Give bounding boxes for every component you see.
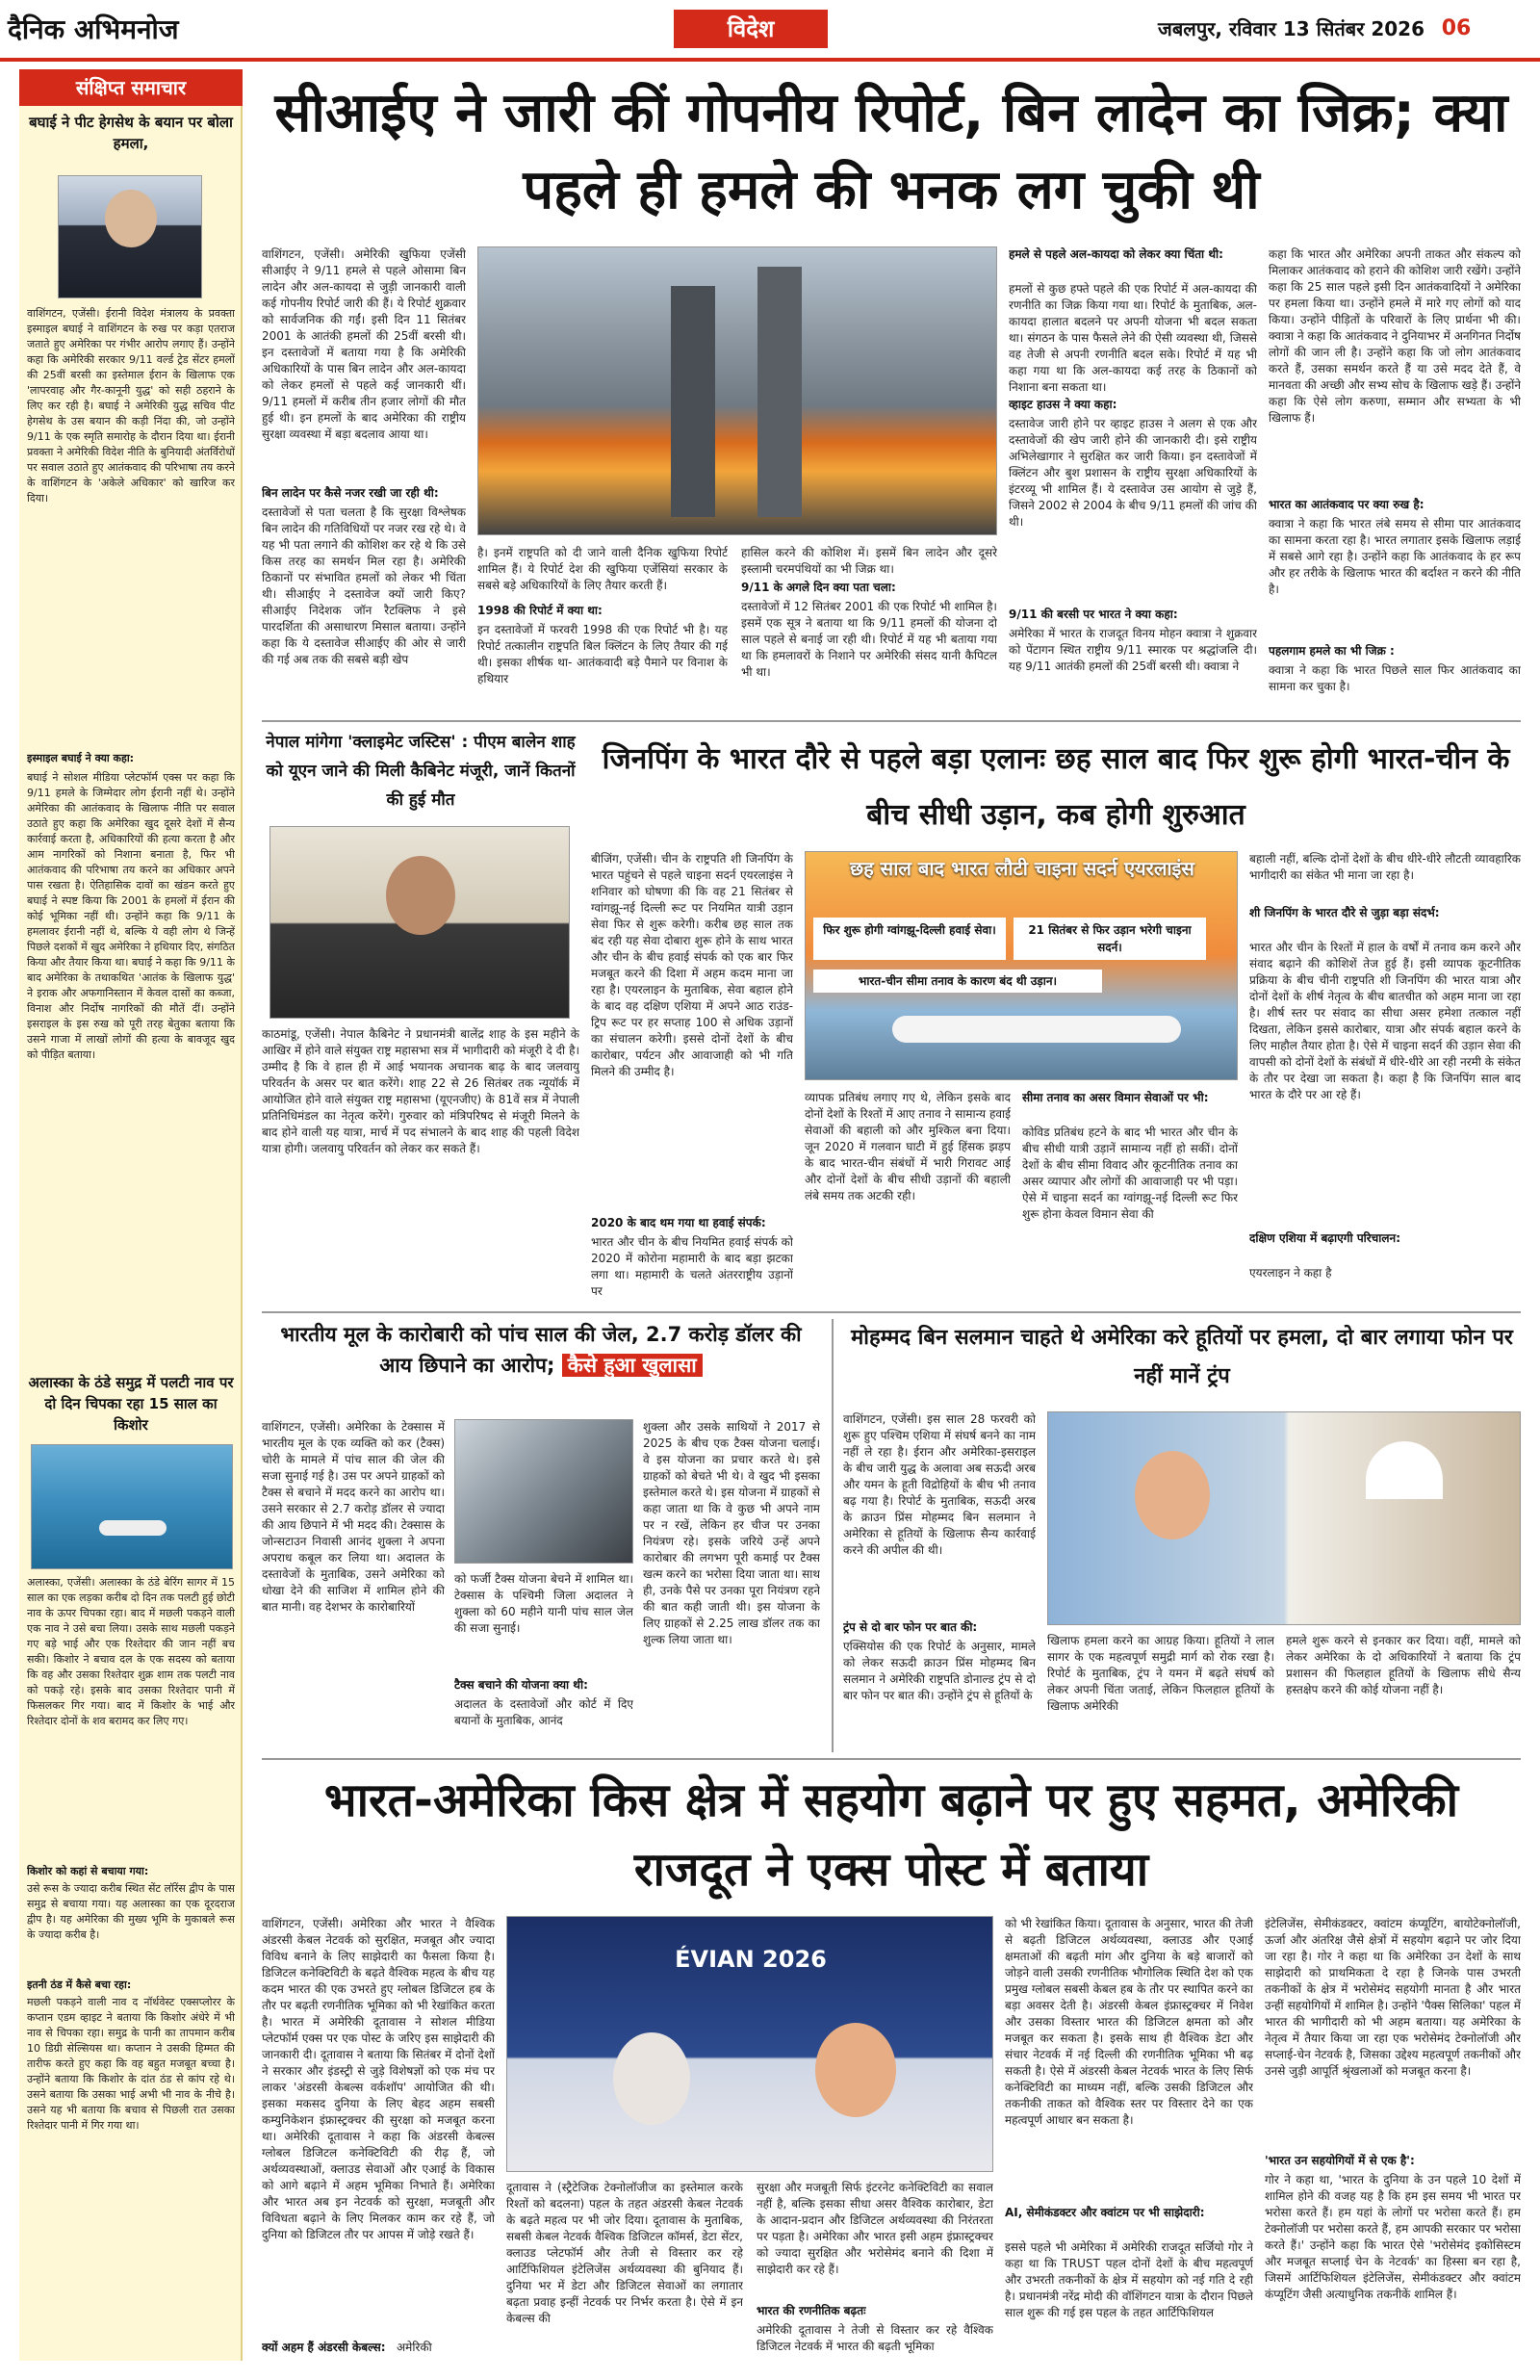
sidebar-story1-body: वाशिंगटन, एजेंसी। ईरानी विदेश मंत्रालय के प्रवक्ता इस्माइल बघाई ने वाशिंगटन के रुख पर कड़ा एतराज जताते हुए अमेरिका पर गंभीर आरोप लगाए हैं। उन्होंने कहा कि अमेरिकी सरकार 9/11 वर्ल्ड ट्रेड सेंटर हमलों की 25वीं बरसी का इस्तेमाल ईरान के खिलाफ एक 'लापरवाह और गैर-कानूनी युद्ध' को सही ठहराने के लिए कर रही है। बघाई ने अमेरिकी युद्ध सचिव पीट हेगसेथ के उस बयान की कड़ी निंदा की, जो उन्होंने 9/11 के एक स्मृति समारोह के दौरान दिया था। ईरानी प्रवक्ता ने अमेरिकी विदेश नीति के बुनियादी अंतर्विरोधों पर सवाल उठाते हुए आतंकवाद की परिभाषा तय करने के वाशिंगटन के 'अकेले अधिकार' को खारिज कर दिया। <box>27 307 235 504</box>
sidebar-story2-body2: उसे रूस के ज्यादा करीब स्थित सेंट लॉरेंस द्वीप के पास समुद्र से बचाया गया। यह अलास्का का एक दूरदराज द्वीप है। यह अमेरिका की मुख्य भूमि के मुकाबले रूस के ज्यादा करीब है। <box>27 1882 235 1941</box>
india-us-col5-subhead: 'भारत उन सहयोगियों में से एक है': <box>1265 2154 1415 2167</box>
china-col4-subhead: शी जिनपिंग के भारत दौरे से जुड़ा बड़ा संदर्भ: <box>1249 906 1440 919</box>
india-us-col4: को भी रेखांकित किया। दूतावास के अनुसार, भारत की तेजी से बढ़ती डिजिटल अर्थव्यवस्था, क्लाउड और एआई क्षमताओं की बढ़ती मांग और दुनिया के बड़े बाजारों को जोड़ने वाली उसकी रणनीतिक भौगोलिक स्थिति देश को एक प्रमुख ग्लोबल सबसी केबल हब के तौर पर स्थापित करने का बड़ा अवसर देती है। अंडरसी केबल इंफ्रास्ट्रक्चर में निवेश और उसका विस्तार भारत की डिजिटल क्षमता को और मजबूत कर सकता है। इसके साथ ही वैश्विक डेटा और संचार नेटवर्क में नई दिल्ली की रणनीतिक भूमिका भी बढ़ सकती है। ऐसे में अंडरसी केबल नेटवर्क भारत के लिए सिर्फ कनेक्टिविटी का माध्यम नहीं, बल्कि उसकी डिजिटल और तकनीकी ताकत को वैश्विक स्तर पर विस्तार देने का एक महत्वपूर्ण आधार बन सकता है। <box>1005 1917 1253 2127</box>
lead-col4-subhead3: 9/11 की बरसी पर भारत ने क्या कहा: <box>1009 608 1178 621</box>
lead-col4: हमलों से कुछ हफ्ते पहले की एक रिपोर्ट में अल-कायदा की रणनीति का जिक्र किया गया था। रिपोर्ट के मुताबिक, अल-कायदा हालात बदलने पर अपनी योजना भी बदल सकता था। संगठन के पास फैसले लेने की ऐसी व्यवस्था थी, जिससे वह तेजी से अपनी रणनीति बदल सके। रिपोर्ट में यह भी कहा गया था कि अल-कायदा कई तरह के ठिकानों को निशाना बना सकता था। <box>1009 282 1257 394</box>
india-us-col1b: अमेरिकी <box>397 2341 432 2354</box>
china-col3: कोविड प्रतिबंध हटने के बाद भी भारत और चीन के बीच सीधी यात्री उड़ानें सामान्य नहीं हो सकीं। दोनों देशों के बीच सीमा विवाद और कूटनीतिक तनाव का असर व्यापार और लोगों की आवाजाही पर भी पड़ा। ऐसे में चाइना सदर्न का ग्वांगझू-नई दिल्ली रूट फिर शुरू होना केवल विमान सेवा की <box>1022 1125 1238 1221</box>
lead-col3-subhead: 9/11 के अगले दिन क्या पता चला: <box>741 581 896 594</box>
india-us-col1-subhead: क्यों अहम हैं अंडरसी केबल्स: <box>262 2341 386 2354</box>
saudi-headline: मोहम्मद बिन सलमान चाहते थे अमेरिका करे हूतियों पर हमला, दो बार लगाया फोन पर नहीं मानें ट्रंप <box>851 1326 1513 1388</box>
banner-title: छह साल बाद भारत लौटी चाइना सदर्न एयरलाइंस <box>850 857 1194 880</box>
lead-col2-subhead: 1998 की रिपोर्ट में क्या था: <box>477 604 603 617</box>
photo-wtc-attack <box>477 246 997 535</box>
lead-col2b: इन दस्तावेजों में फरवरी 1998 की एक रिपोर्ट भी है। यह रिपोर्ट तत्कालीन राष्ट्रपति बिल क्लिंटन के लिए तैयार की गई थी। इसका शीर्षक था- आतंकवादी बड़े पैमाने पर विनाश के हथियार <box>477 623 728 686</box>
sidebar-story2-headline: अलास्का के ठंडे समुद्र में पलटी नाव पर दो दिन चिपका रहा 15 साल का किशोर <box>28 1374 234 1434</box>
china-headline: जिनपिंग के भारत दौरे से पहले बड़ा एलानः छह साल बाद फिर शुरू होगी भारत-चीन के बीच सीधी उड़ान, कब होगी शुरुआत <box>602 742 1510 832</box>
photo-trump-mbs <box>1047 1411 1521 1625</box>
india-us-col3: सुरक्षा और मजबूती सिर्फ इंटरनेट कनेक्टिविटी का सवाल नहीं है, बल्कि इसका सीधा असर वैश्विक कारोबार, डेटा के आदान-प्रदान और डिजिटल अर्थव्यवस्था की निरंतरता पर पड़ता है। अमेरिका और भारत इसी अहम इंफ्रास्ट्रक्चर को ज्यादा सुरक्षित और भरोसेमंद बनाने की दिशा में साझेदारी कर रहे हैं। <box>757 2181 993 2276</box>
lead-col5-subhead: भारत का आतंकवाद पर क्या रुख है: <box>1269 498 1424 511</box>
lead-col3a: हासिल करने की कोशिश में। इसमें बिन लादेन और दूसरे इस्लामी चरमपंथियों का भी जिक्र था। <box>741 546 997 576</box>
china-col4-subhead2: दक्षिण एशिया में बढ़ाएगी परिचालन: <box>1249 1231 1400 1245</box>
face-shape <box>105 190 157 247</box>
newspaper-logo: दैनिक अभिमनोज <box>8 13 179 45</box>
sidebar-story1-subhead: इस्माइल बघाई ने क्या कहा: <box>27 752 135 764</box>
photo-capsized-boat <box>31 1444 233 1569</box>
photo-balen-shah <box>270 826 570 1019</box>
face-left <box>1135 1451 1210 1539</box>
china-col1-subhead: 2020 के बाद थम गया था हवाई संपर्क: <box>591 1216 766 1229</box>
india-us-col1: वाशिंगटन, एजेंसी। अमेरिका और भारत ने वैश्विक अंडरसी केबल नेटवर्क को सुरक्षित, मजबूत और ज्यादा विविध बनाने के लिए साझेदारी का फैसला किया है। डिजिटल कनेक्टिविटी के बढ़ते वैश्विक महत्व के बीच यह कदम भारत की एक उभरते हुए ग्लोबल डिजिटल हब के तौर पर बढ़ती रणनीतिक भूमिका को भी रेखांकित करता है। भारत में अमेरिकी दूतावास ने सोशल मीडिया प्लेटफॉर्म एक्स पर एक पोस्ट के जरिए इस साझेदारी की जानकारी दी। दूतावास ने बताया कि सितंबर में दोनों देशों ने सरकार और इंडस्ट्री से जुड़े विशेषज्ञों को एक मंच पर लाकर 'अंडरसी केबल्स वर्कशॉप' आयोजित की थी। इसका मकसद दुनिया के लिए बेहद अहम सबसी कम्युनिकेशन इंफ्रास्ट्रक्चर की सुरक्षा को मजबूत करना था। अमेरिकी दूतावास ने कहा कि अंडरसी केबल्स ग्लोबल डिजिटल कनेक्टिविटी की रीढ़ हैं, जो अर्थव्यवस्थाओं, क्लाउड सेवाओं और एआई के विकास को आगे बढ़ाने में अहम भूमिका निभाते हैं। अमेरिका और भारत अब इन नेटवर्क को सुरक्षा, मजबूती और विविधता बढ़ाने के लिए मिलकर काम कर रहे हैं, जो दुनिया को डिजिटल तौर पर आपस में जोड़े रखते हैं। <box>262 1917 495 2241</box>
section-label: विदेश <box>674 10 828 48</box>
photo-caption-evian: ÉVIAN 2026 <box>675 1946 827 1973</box>
tax-col3: शुक्ला और उसके साथियों ने 2017 से 2025 के बीच एक टैक्स योजना चलाई। वे इस योजना का प्रचार करते थे। इसे ग्राहकों को बेचते भी थे। वे खुद भी इसका इस्तेमाल करते थे। इस योजना में ग्राहकों से कहा जाता था कि वे कुछ भी अपने नाम पर न रखें, लेकिन हर चीज पर उनका नियंत्रण रहे। इसके जरिये उन्हें अपने कारोबार की लगभग पूरी कमाई पर टैक्स खत्म करने का भरोसा दिया जाता था। साथ ही, उनके पैसे पर उनका पूरा नियंत्रण रहने की बात कही जाती थी। इस योजना के लिए ग्राहकों से 2.25 लाख डॉलर तक का शुल्क लिया जाता था। <box>643 1420 820 1646</box>
photo-modi-trump-g7 <box>506 1916 993 2172</box>
china-col4: बहाली नहीं, बल्कि दोनों देशों के बीच धीरे-धीरे लौटती व्यावहारिक भागीदारी का संकेत भी माना जा रहा है। <box>1249 852 1521 882</box>
china-col4b: भारत और चीन के रिश्तों में हाल के वर्षों में तनाव कम करने और संवाद बढ़ाने की कोशिशें तेज हुई हैं। इसी व्यापक कूटनीतिक प्रक्रिया के बीच चीनी राष्ट्रपति शी जिनपिंग की भारत यात्रा और दोनों देशों के शीर्ष नेतृत्व के बीच बातचीत को अहम माना जा रहा है। शीर्ष स्तर पर संवाद का सीधा असर हमेशा तत्काल नहीं दिखता, लेकिन इससे कारोबार, यात्रा और संपर्क बहाल करने के लिए माहौल तैयार होता है। ऐसे में चाइना सदर्न की उड़ान सेवा की वापसी को दोनों देशों के संबंधों में धीरे-धीरे आ रही नरमी के संकेत के तौर पर देखा जा सकता है। कहा है कि जिनपिंग साल बाद भारत के दौरे पर आ रहे हैं। <box>1249 941 1521 1101</box>
china-col4c: एयरलाइन ने कहा है <box>1249 1266 1332 1280</box>
india-us-col3-subhead: भारत की रणनीतिक बढ़तः <box>757 2304 866 2317</box>
divider <box>262 1758 1521 1760</box>
china-col2: व्यापक प्रतिबंध लगाए गए थे, लेकिन इसके बाद दोनों देशों के रिश्तों में आए तनाव ने सामान्य हवाई सेवाओं की बहाली को और मुश्किल बना दिया। जून 2020 में गलवान घाटी में हुई हिंसक झड़प के बाद भारत-चीन संबंधों में भारी गिरावट आई और दोनों देशों के बीच सीधी उड़ानों की बहाली लंबे समय तक अटकी रही। <box>805 1091 1011 1203</box>
page-number: 06 <box>1441 16 1472 40</box>
saudi-col3: हमले शुरू करने से इनकार कर दिया। वहीं, मामले को लेकर अमेरिका के दो अधिकारियों ने बताया कि ट्रंप प्रशासन की फिलहाल हूतियों के खिलाफ सीधे सैन्य हस्तक्षेप करने की कोई योजना नहीं है। <box>1286 1634 1521 1696</box>
india-us-headline: भारत-अमेरिका किस क्षेत्र में सहयोग बढ़ाने पर हुए सहमत, अमेरिकी राजदूत ने एक्स पोस्ट में बताया <box>323 1773 1459 1897</box>
photo-handcuffs-cash <box>454 1419 633 1564</box>
tax-col2-subhead: टैक्स बचाने की योजना क्या थी: <box>454 1678 588 1692</box>
saudi-col2: खिलाफ हमला करने का आग्रह किया। हूतियों ने लाल सागर के एक महत्वपूर्ण समुद्री मार्ग को रोक रखा है। रिपोर्ट के मुताबिक, ट्रंप ने यमन में बढ़ते संघर्ष को लेकर अपनी चिंता जताई, लेकिन फिलहाल हूतियों के खिलाफ अमेरिकी <box>1047 1634 1274 1713</box>
sidebar-story1-headline: बघाई ने पीट हेगसेथ के बयान पर बोला हमला, <box>29 114 233 152</box>
plane-shape <box>892 1016 1181 1043</box>
tower-right <box>757 267 802 517</box>
india-us-col4-subhead: AI, सेमीकंडक्टर और क्वांटम पर भी साझेदारी: <box>1005 2206 1205 2219</box>
lead-col4c: अमेरिका में भारत के राजदूत विनय मोहन क्वात्रा ने शुक्रवार को पेंटागन स्थित राष्ट्रीय 9/11 स्मारक पर श्रद्धांजलि दी। यह 9/11 आतंकी हमलों की 25वीं बरसी थी। क्वात्रा ने <box>1009 627 1257 673</box>
nepal-body: काठमांडू, एजेंसी। नेपाल कैबिनेट ने प्रधानमंत्री बालेंद्र शाह के इस महीने के आखिर में होने वाले संयुक्त राष्ट्र महासभा सत्र में भागीदारी को मंजूरी दे दी है। उम्मीद है कि वे हाल ही में आई भयानक अचानक बाढ़ के बाद जलवायु परिवर्तन के असर पर बात करेंगे। शाह 22 से 26 सितंबर तक न्यूयॉर्क में आयोजित होने वाले संयुक्त राष्ट्र महासभा (यूएनजीए) के 81वें सत्र में नेपाली प्रतिनिधिमंडल का नेतृत्व करेंगे। गुरुवार को मंत्रिपरिषद से मंजूरी मिलने के बाद होने वाली यह यात्रा, मार्च में पद संभालने के बाद शाह की पहली विदेश यात्रा होगी। जलवायु परिवर्तन को लेकर कर सकते हैं। <box>262 1027 579 1155</box>
lead-col5c: क्वात्रा ने कहा कि भारत पिछले साल फिर आतंकवाद का सामना कर चुका है। <box>1269 663 1521 693</box>
lead-col1: वाशिंगटन, एजेंसी। अमेरिकी खुफिया एजेंसी सीआईए ने 9/11 हमले से पहले ओसामा बिन लादेन और अल-कायदा से जुड़ी जानकारी वाली कई गोपनीय रिपोर्ट जारी की हैं। ये रिपोर्ट शुक्रवार को सार्वजनिक की गईं। इसी दिन 11 सितंबर 2001 के आतंकी हमलों की 25वीं बरसी थी। इन दस्तावेजों में बताया गया है कि अमेरिकी अधिकारियों के पास बिन लादेन और अल-कायदा को लेकर हमलों से पहले कई जानकारी थीं। 9/11 हमलों में करीब तीन हजार लोगों की मौत हुई थी। इन हमलों के बाद अमेरिका की राष्ट्रीय सुरक्षा व्यवस्था में बड़ा बदलाव आया था। <box>262 247 466 441</box>
divider <box>262 1311 1521 1313</box>
sidebar-header: संक्षिप्त समाचार <box>19 69 243 106</box>
sidebar-story2-subhead: किशोर को कहां से बचाया गया: <box>27 1865 149 1877</box>
india-us-col5: इंटेलिजेंस, सेमीकंडक्टर, क्वांटम कंप्यूटिंग, बायोटेक्नोलॉजी, ऊर्जा और अंतरिक्ष जैसे क्षेत्रों में सहयोग बढ़ाने पर जोर दिया जा रहा है। गोर ने कहा था कि अमेरिका उन देशों के साथ साझेदारी को प्राथमिकता दे रहा है जिनके पास उभरती तकनीकों के क्षेत्र में भरोसेमंद सहयोगी मानता है और भारत उन्हीं सहयोगियों में शामिल है। उन्होंने 'पैक्स सिलिका' पहल में भारत की भागीदारी को भी अहम बताया। यह अमेरिका के नेतृत्व में तैयार किया जा रहा एक भरोसेमंद टेक्नोलॉजी और सप्लाई-चेन नेटवर्क है, जिसका उद्देश्य महत्वपूर्ण तकनीकों और उनसे जुड़ी आपूर्ति श्रृंखलाओं को मजबूत करना है। <box>1265 1917 1521 2078</box>
banner-foot: भारत-चीन सीमा तनाव के कारण बंद थी उड़ान। <box>813 970 1102 993</box>
face-right <box>815 2023 896 2117</box>
lead-col2a: है। इनमें राष्ट्रपति को दी जाने वाली दैनिक खुफिया रिपोर्ट शामिल हैं। ये रिपोर्ट देश की खुफिया एजेंसियां सरकार के सबसे बड़े अधिकारियों के लिए तैयार करती हैं। <box>477 546 728 592</box>
lead-col1-subhead: बिन लादेन पर कैसे नजर रखी जा रही थी: <box>262 486 439 500</box>
saudi-col1b: एक्सियोस की एक रिपोर्ट के अनुसार, मामले को लेकर सऊदी क्राउन प्रिंस मोहम्मद बिन सलमान ने अमेरिकी राष्ट्रपति डोनाल्ड ट्रंप से दो बार फोन पर बात की। उन्होंने ट्रंप से हूतियों के <box>843 1640 1036 1702</box>
lead-col5b: क्वात्रा ने कहा कि भारत लंबे समय से सीमा पार आतंकवाद का सामना करता रहा है। भारत लगातार इसके खिलाफ लड़ाई में सबसे आगे रहा है। उन्होंने कहा कि आतंकवाद के हर रूप और हर तरीके के खिलाफ भारत की बर्दाश्त न करने की नीति है। <box>1269 517 1521 596</box>
tax-col2b: अदालत के दस्तावेजों और कोर्ट में दिए बयानों के मुताबिक, आनंद <box>454 1697 633 1727</box>
tax-headline-text: भारतीय मूल के कारोबारी को पांच साल की जेल, 2.7 करोड़ डॉलर की आय छिपाने का आरोप; <box>280 1323 802 1377</box>
india-us-col4b: इससे पहले भी अमेरिका में अमेरिकी राजदूत सर्जियो गोर ने कहा था कि TRUST पहल दोनों देशों के बीच महत्वपूर्ण और उभरती तकनीकों के क्षेत्र में सहयोग को नई गति दे रही है। प्रधानमंत्री नरेंद्र मोदी की वॉशिंगटन यात्रा के दौरान पिछले साल शुरू की गई इस पहल के तहत आर्टिफिशियल <box>1005 2240 1253 2319</box>
face-shape <box>386 856 455 935</box>
dateline: जबलपुर, रविवार 13 सितंबर 2026 <box>1158 17 1424 40</box>
india-us-col2: दूतावास ने (स्ट्रैटेजिक टेक्नोलॉजीज का इस्तेमाल करके रिश्तों को बदलना) पहल के तहत अंडरसी केबल नेटवर्क के बढ़ते महत्व पर भी जोर दिया। दूतावास के मुताबिक, सबसी केबल नेटवर्क वैश्विक डिजिटल कॉमर्स, डेटा सेंटर, क्लाउड प्लेटफॉर्म और तेजी से विस्तार कर रहे आर्टिफिशियल इंटेलिजेंस अर्थव्यवस्था की बुनियाद हैं। दुनिया भर में डेटा और डिजिटल सेवाओं का लगातार बढ़ता प्रवाह इन्हीं नेटवर्क पर निर्भर करता है। ऐसे में इन केबल्स की <box>506 2181 743 2325</box>
lead-col5: कहा कि भारत और अमेरिका अपनी ताकत और संकल्प को मिलाकर आतंकवाद को हराने की कोशिश जारी रखेंगे। उन्होंने कहा कि 25 साल पहले इसी दिन आतंकवादियों ने अमेरिका पर हमला किया था। उन्होंने हमले में मारे गए लोगों को याद किया। उन्होंने पीड़ितों के परिवारों के लिए प्रार्थना भी की। क्वात्रा ने कहा कि आतंकवाद ने दुनियाभर में अनगिनत निर्दोष लोगों की जान ली है। उन्होंने कहा कि जो लोग आतंकवाद करते हैं, उसका समर्थन करते हैं या उसे मदद देते हैं, वे मानवता की अच्छी और सभ्य सोच के खिलाफ खड़े हैं। उन्होंने कहा कि ऐसे लोग करुणा, सम्मान और सभ्यता के भी खिलाफ हैं। <box>1269 247 1521 425</box>
headdress-shape <box>1366 1441 1443 1499</box>
divider <box>262 720 1521 722</box>
tax-headline-highlight: कैसे हुआ खुलासा <box>562 1354 703 1377</box>
sidebar-story1-body2: बघाई ने सोशल मीडिया प्लेटफॉर्म एक्स पर कहा कि 9/11 हमले के जिम्मेदार लोग ईरानी नहीं थे। उन्होंने अमेरिका की आतंकवाद के खिलाफ नीति पर सवाल उठाते हुए कहा कि अमेरिका खुद दूसरे देशों में सैन्य कार्रवाई करता है, अधिकारियों की हत्या करता है और आम नागरिकों को निशाना बनाता है, फिर भी आतंकवाद की परिभाषा तय करने का अधिकार अपने पास रखता है। ऐतिहासिक दावों का खंडन करते हुए बघाई ने स्पष्ट किया कि 2001 के हमलों में ईरान की कोई भूमिका नहीं थी। उन्होंने कहा कि 9/11 के हमलावर ईरानी नहीं थे, बल्कि ये वही लोग थे जिन्हें पिछले दशकों में खुद अमेरिका ने हथियार दिए, संगठित किया और तैयार किया था। बघाई ने कहा कि 9/11 के बाद अमेरिका के तथाकथित 'आतंक के खिलाफ युद्ध' ने इराक और अफगानिस्तान में केवल दासों का कब्जा, विनाश और निर्दोष नागरिकों की मौतें दीं। उन्होंने इसराइल के इस रुख को पूरी तरह बेतुका बताया कि उसने गाजा में लाखों लोगों की हत्या के बावजूद खुद को पीड़ित बताया। <box>27 771 235 1061</box>
nepal-headline: नेपाल मांगेगा 'क्लाइमेट जस्टिस' : पीएम बालेन शाह को यूएन जाने की मिली कैबिनेट मंजूरी, जानें कितनों की हुई मौत <box>266 733 576 810</box>
banner-date: 21 सितंबर से फिर उड़ान भरेगी चाइना सदर्न। <box>1014 918 1206 960</box>
china-col1b: भारत और चीन के बीच नियमित हवाई संपर्क को 2020 में कोरोना महामारी के बाद बड़ा झटका लगा था। महामारी के चलते अंतरराष्ट्रीय उड़ानों पर <box>591 1235 793 1298</box>
lead-col5-subhead2: पहलगाम हमले का भी जिक्र : <box>1269 644 1395 658</box>
vertical-divider <box>832 1319 834 1752</box>
china-col1: बीजिंग, एजेंसी। चीन के राष्ट्रपति शी जिनपिंग के भारत पहुंचने से पहले चाइना सदर्न एयरलाइंस ने शनिवार को घोषणा की कि वह 21 सितंबर से ग्वांगझू-नई दिल्ली रूट पर नियमित यात्री उड़ान सेवा फिर से शुरू करेगी। करीब छह साल तक बंद रही यह सेवा दोबारा शुरू होने के साथ भारत और चीन के बीच हवाई संपर्क को एक बार फिर मजबूत करने की दिशा में अहम कदम माना जा रहा है। एयरलाइन के मुताबिक, सेवा बहाल होने के बाद वह दक्षिण एशिया में अपने आठ राउंड-ट्रिप रूट पर हर सप्ताह 100 से अधिक उड़ानों का संचालन करेगी। इससे दोनों देशों के बीच कारोबार, पर्यटन और आवाजाही को भी गति मिलने की उम्मीद है। <box>591 852 793 1078</box>
saudi-col1-subhead: ट्रंप से दो बार फोन पर बात की: <box>843 1620 978 1634</box>
lead-headline: सीआईए ने जारी कीं गोपनीय रिपोर्ट, बिन लादेन का जिक्र; क्या पहले ही हमले की भनक लग चुकी थी <box>274 82 1508 221</box>
lead-col4b: दस्तावेज जारी होने पर व्हाइट हाउस ने अलग से एक और दस्तावेजों की खेप जारी होने की जानकारी दी। इसे राष्ट्रीय अभिलेखागार ने सुरक्षित कर जारी किया। इन दस्तावेजों में क्लिंटन और बुश प्रशासन के राष्ट्रीय सुरक्षा अधिकारियों के इंटरव्यू भी शामिल हैं। ये दस्तावेज उस आयोग से जुड़े हैं, जिसने 2002 से 2004 के बीच 9/11 हमलों की जांच की थी। <box>1009 417 1257 529</box>
lead-col4-subhead2: व्हाइट हाउस ने क्या कहा: <box>1009 398 1117 411</box>
tax-col1: वाशिंगटन, एजेंसी। अमेरिका के टेक्सास में भारतीय मूल के एक व्यक्ति को कर (टैक्स) चोरी के मामले में पांच साल की जेल की सजा सुनाई गई है। उस पर अपने ग्राहकों को टैक्स से बचाने में मदद करने का आरोप था। उसने सरकार से 2.7 करोड़ डॉलर से ज्यादा की आय छिपाने में भी मदद की। टेक्सास के जोन्सटाउन निवासी आनंद शुक्ला ने अपना अपराध कबूल कर लिया था। अदालत के दस्तावेजों के मुताबिक, उसने अमेरिका को धोखा देने की साजिश में शामिल होने की बात मानी। वह देशभर के कारोबारियों <box>262 1420 445 1614</box>
tower-left <box>671 286 715 517</box>
lead-col1b: दस्तावेजों से पता चलता है कि सुरक्षा विश्लेषक बिन लादेन की गतिविधियों पर नजर रख रहे थे। वे यह भी पता लगाने की कोशिश कर रहे थे कि उसे किस तरह का समर्थन मिल रहा है। अमेरिकी ठिकानों पर संभावित हमलों को लेकर भी चिंता थी। सीआईए ने दस्तावेज क्यों जारी किए? सीआईए निदेशक जॉन रैटक्लिफ ने इसे पारदर्शिता की असाधारण मिसाल बताया। उन्होंने कहा कि ये दस्तावेज सीआईए की ओर से जारी की गई अब तक की सबसे बड़ी खेप <box>262 505 466 666</box>
lead-col4-subhead: हमले से पहले अल-कायदा को लेकर क्या चिंता थी: <box>1009 247 1223 261</box>
india-us-col3b: अमेरिकी दूतावास ने तेजी से विस्तार कर रहे वैश्विक डिजिटल नेटवर्क में भारत की बढ़ती भूमिका <box>757 2323 993 2353</box>
saudi-col1: वाशिंगटन, एजेंसी। इस साल 28 फरवरी को शुरू हुए पश्चिम एशिया में संघर्ष बनने का नाम नहीं ले रहा है। ईरान और अमेरिका-इसराइल के बीच जारी युद्ध के अलावा अब सऊदी अरब और यमन के हूती विद्रोहियों के बीच भी तनाव बढ़ गया है। रिपोर्ट के मुताबिक, सऊदी अरब के क्राउन प्रिंस मोहम्मद बिन सलमान ने अमेरिका से हूतियों के खिलाफ सैन्य कार्रवाई करने की अपील की थी। <box>843 1412 1036 1557</box>
tax-col2: को फर्जी टैक्स योजना बेचने में शामिल था। टेक्सास के पश्चिमी जिला अदालत ने शुक्ला को 60 महीने यानी पांच साल जेल की सजा सुनाई। <box>454 1572 633 1635</box>
sidebar-story2-subhead2: इतनी ठंड में कैसे बचा रहा: <box>27 1979 132 1991</box>
photo-spokesperson <box>58 175 202 298</box>
sidebar-story2-body3: मछली पकड़ने वाली नाव द नॉर्थवेस्ट एक्सप्लोरर के कप्तान एडम व्हाइट ने बताया कि किशोर अंधेरे में भी नाव से चिपका रहा। समुद्र के पानी का तापमान करीब 10 डिग्री सेल्सियस था। कप्तान ने उसकी हिम्मत की तारीफ करते हुए कहा कि वह बहुत मजबूत बच्चा है। उन्होंने बताया कि किशोर के दांत ठंड से कांप रहे थे। उसने बताया कि उसका भाई अभी भी नाव के नीचे है। उसने यह भी बताया कि बचाव से पिछली रात उसका रिश्तेदार पानी में गिर गया था। <box>27 1996 235 2132</box>
boat-shape <box>99 1520 167 1536</box>
sidebar-story2-body: अलास्का, एजेंसी। अलास्का के ठंडे बेरिंग सागर में 15 साल का एक लड़का करीब दो दिन तक पलटी हुई छोटी नाव के ऊपर चिपका रहा। बाद में मछली पकड़ने वाली एक नाव ने उसे बचा लिया। उसके साथ मछली पकड़ने गए बड़े भाई और एक रिश्तेदार की जान नहीं बच सकी। किशोर ने बचाव दल के एक सदस्य को बताया कि वह और उसका रिश्तेदार शुक्र शाम तक पलटी नाव को पकड़े रहे। इसके बाद उसका रिश्तेदार पानी में फिसलकर गिर गया। बाद में किशोर के भाई और रिश्तेदार दोनों के शव बरामद कर लिए गए। <box>27 1576 235 1727</box>
tax-headline <box>262 1319 820 1411</box>
lead-col3b: दस्तावेजों में 12 सितंबर 2001 की एक रिपोर्ट भी शामिल है। इसमें एक सूत्र ने बताया था कि 9/11 हमलों की योजना दो साल पहले से बनाई जा रही थी। रिपोर्ट में यह भी बताया गया था कि हमलावरों के निशाने पर अमेरिकी संसद यानी कैपिटल भी था। <box>741 600 997 679</box>
banner-route: फिर शुरू होगी ग्वांगझू-दिल्ली हवाई सेवा। <box>813 918 1006 960</box>
photo-china-southern-plane <box>805 851 1238 1080</box>
india-us-col5b: गोर ने कहा था, 'भारत के दुनिया के उन पहले 10 देशों में शामिल होने की वजह यह है कि हम इस समय भी भारत पर भरोसा करते हैं। हम यहां के लोगों पर भरोसा करते हैं। हम टेक्नोलॉजी पर भरोसा करते हैं, हम आपकी सरकार पर भरोसा करते हैं।' उन्होंने कहा कि भारत ऐसे 'भरोसेमंद इकोसिस्टम और मजबूत सप्लाई चेन के नेटवर्क' का हिस्सा बन रहा है, जिसमें आर्टिफिशियल इंटेलिजेंस, सेमीकंडक्टर और क्वांटम कंप्यूटिंग जैसी अत्याधुनिक तकनीकें शामिल हैं। <box>1265 2173 1521 2301</box>
face-left <box>613 2032 690 2125</box>
china-col3-subhead: सीमा तनाव का असर विमान सेवाओं पर भी: <box>1022 1091 1209 1104</box>
